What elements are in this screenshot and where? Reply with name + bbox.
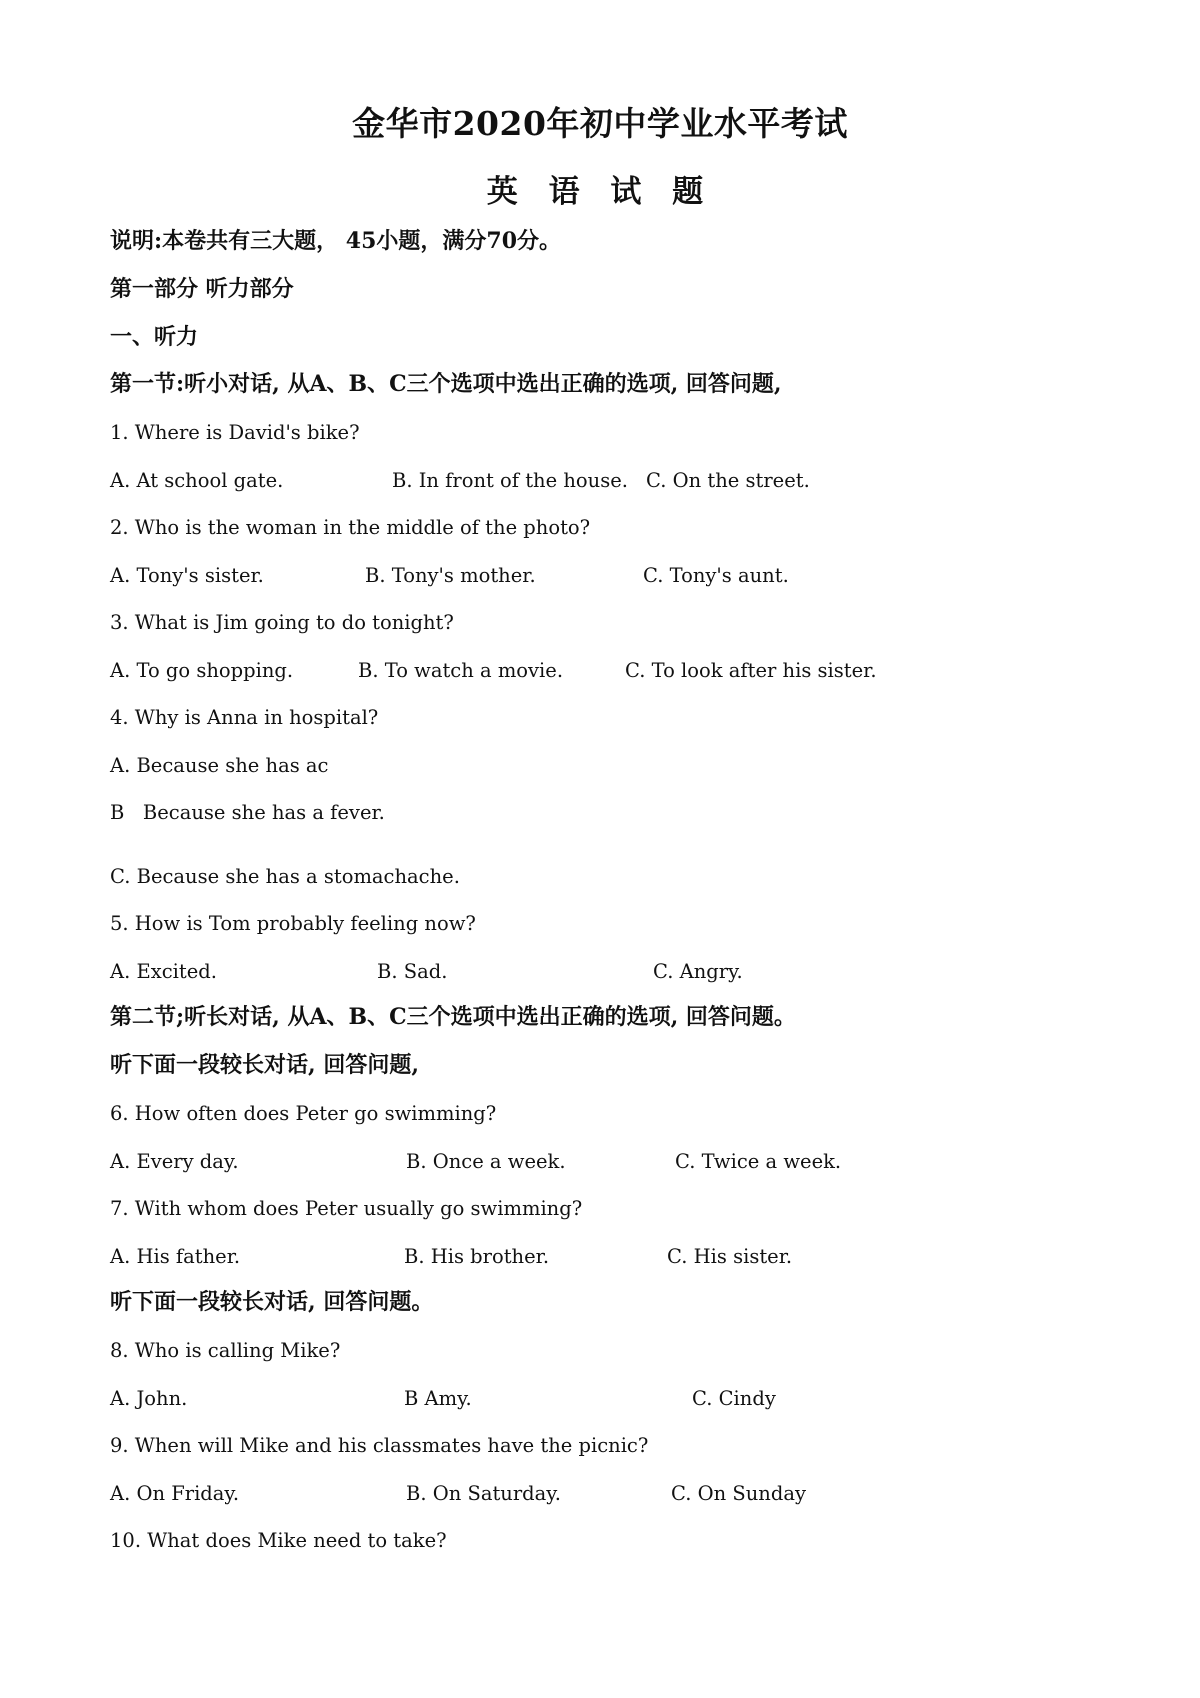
- q4-option-a: A. Because she has ac: [110, 754, 329, 777]
- q1-option-b: B. In front of the house.: [392, 469, 628, 492]
- q2-option-a: A. Tony's sister.: [110, 564, 264, 587]
- q7-option-c: C. His sister.: [667, 1245, 793, 1268]
- exam-note: 说明:本卷共有三大题， 45小题，满分70分。: [110, 228, 562, 254]
- q7-option-b: B. His brother.: [404, 1245, 550, 1268]
- q9-option-b: B. On Saturday.: [406, 1482, 561, 1505]
- question-2: 2. Who is the woman in the middle of the photo?: [110, 516, 591, 539]
- subsection-heading-1: 第一节:听小对话, 从A、B、C三个选项中选出正确的选项, 回答问题,: [110, 371, 782, 397]
- q8-option-a: A. John.: [110, 1387, 188, 1410]
- q1-option-c: C. On the street.: [646, 469, 810, 492]
- q8-option-c: C. Cindy: [692, 1387, 776, 1410]
- question-9: 9. When will Mike and his classmates have the picnic?: [110, 1434, 649, 1457]
- question-7: 7. With whom does Peter usually go swimming?: [110, 1197, 583, 1220]
- dialog-heading-1: 听下面一段较长对话, 回答问题,: [110, 1052, 419, 1078]
- q1-option-a: A. At school gate.: [110, 469, 284, 492]
- part-heading: 第一部分 听力部分: [110, 276, 294, 302]
- q3-option-a: A. To go shopping.: [110, 659, 294, 682]
- page-subtitle: 英 语 试 题: [486, 174, 714, 210]
- q5-option-c: C. Angry.: [653, 960, 743, 983]
- q4-option-c: C. Because she has a stomachache.: [110, 865, 460, 888]
- question-6: 6. How often does Peter go swimming?: [110, 1102, 497, 1125]
- q7-option-a: A. His father.: [110, 1245, 241, 1268]
- question-4: 4. Why is Anna in hospital?: [110, 706, 379, 729]
- q8-option-b: B Amy.: [404, 1387, 472, 1410]
- question-3: 3. What is Jim going to do tonight?: [110, 611, 454, 634]
- q6-option-c: C. Twice a week.: [675, 1150, 842, 1173]
- q3-option-c: C. To look after his sister.: [625, 659, 877, 682]
- question-1: 1. Where is David's bike?: [110, 421, 360, 444]
- q6-option-b: B. Once a week.: [406, 1150, 566, 1173]
- q5-option-a: A. Excited.: [110, 960, 217, 983]
- q4-option-b: B Because she has a fever.: [110, 801, 385, 824]
- q6-option-a: A. Every day.: [110, 1150, 239, 1173]
- q9-option-a: A. On Friday.: [110, 1482, 240, 1505]
- question-10: 10. What does Mike need to take?: [110, 1529, 447, 1552]
- q5-option-b: B. Sad.: [377, 960, 448, 983]
- q3-option-b: B. To watch a movie.: [358, 659, 564, 682]
- subsection-heading-2: 第二节;听长对话, 从A、B、C三个选项中选出正确的选项, 回答问题。: [110, 1004, 796, 1030]
- q9-option-c: C. On Sunday: [671, 1482, 806, 1505]
- section-heading: 一、听力: [110, 324, 199, 350]
- question-8: 8. Who is calling Mike?: [110, 1339, 341, 1362]
- q2-option-b: B. Tony's mother.: [365, 564, 536, 587]
- q2-option-c: C. Tony's aunt.: [643, 564, 789, 587]
- page-title: 金华市2020年初中学业水平考试: [352, 104, 848, 143]
- question-5: 5. How is Tom probably feeling now?: [110, 912, 476, 935]
- dialog-heading-2: 听下面一段较长对话, 回答问题。: [110, 1289, 434, 1315]
